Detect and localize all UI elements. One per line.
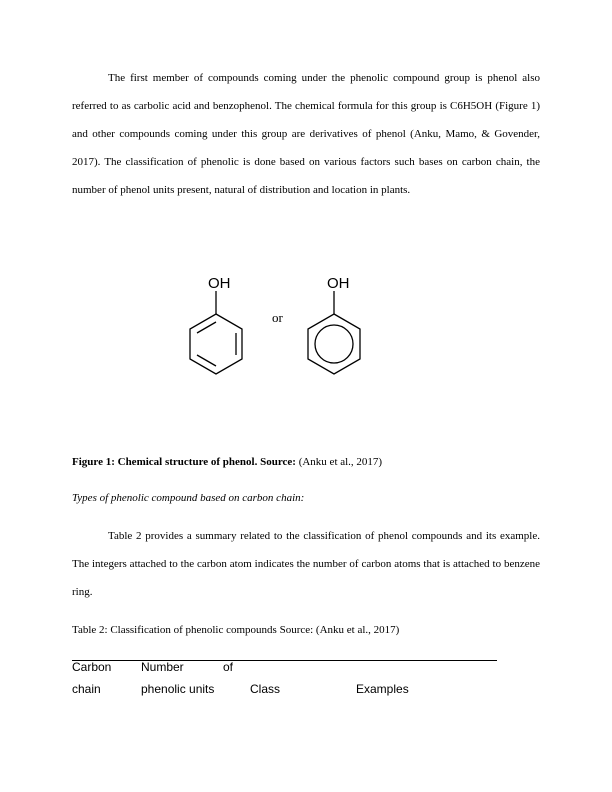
figure-caption (72, 449, 382, 475)
header-class: Class (250, 682, 281, 696)
table-caption: Table 2: Classification of phenolic compounds Source: (Anku et al., 2017) (72, 624, 400, 636)
phenol-kekule-structure (190, 291, 242, 374)
header-carbon: Carbon (72, 660, 112, 674)
table-top-rule (72, 660, 497, 661)
or-separator: or (272, 310, 283, 325)
phenol-circle-structure (308, 291, 360, 374)
oh-label-left: OH (208, 275, 231, 292)
header-chain: chain (72, 682, 101, 696)
table-intro-paragraph: Table 2 provides a summary related to the classification of phenol compounds and its example. The integers attached to the carbon atom indicates the number of carbon atoms that is attached to benzene ring. (72, 530, 540, 598)
figure-caption-source: (Anku et al., 2017) (295, 456, 383, 468)
section-subheading: Types of phenolic compound based on carbon chain: (72, 492, 305, 504)
figure-caption-bold: Figure 1: Chemical structure of phenol. Source: (72, 456, 296, 468)
header-number: Number (141, 660, 184, 674)
intro-paragraph: The first member of compounds coming under the phenolic compound group is phenol also referred to as carbolic acid and benzophenol. The chemical formula for this group is C6H5OH (Figure 1) and other compounds coming under this group are derivatives of phenol (Anku, Mamo, & Govender, 2017). The classification of phenolic is done based on various factors such bases on carbon chain, the number of phenol units present, natural of distribution and location in plants. (72, 72, 540, 196)
header-phenolic-units: phenolic units (141, 682, 215, 696)
oh-label-right: OH (327, 275, 350, 292)
header-examples: Examples (356, 682, 409, 696)
header-of: of (223, 660, 234, 674)
